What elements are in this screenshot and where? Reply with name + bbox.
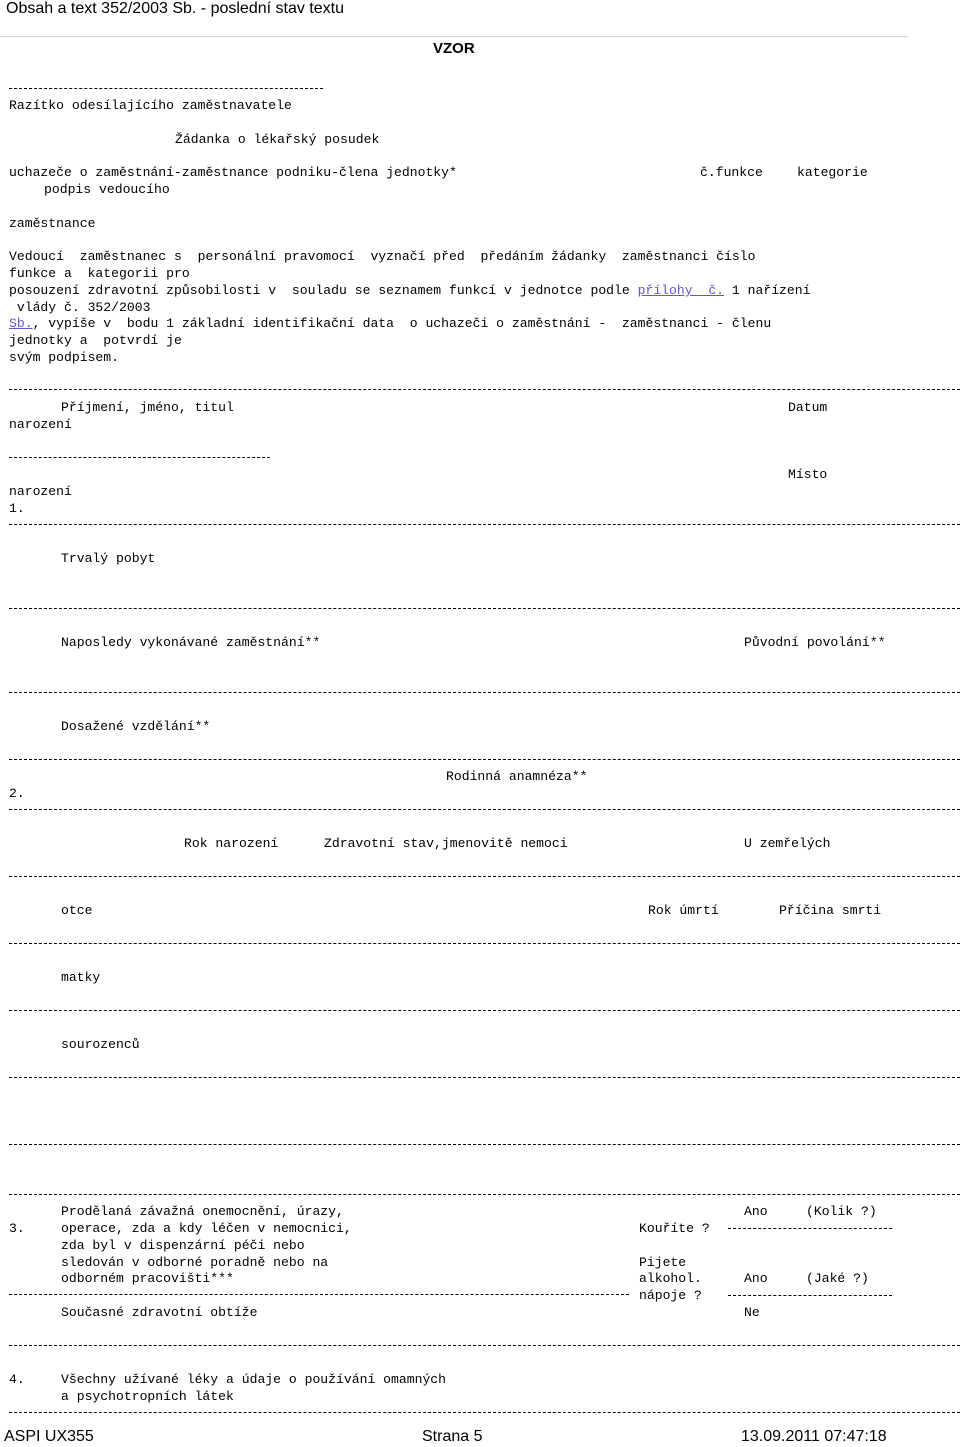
birth-date-label-2: narození bbox=[9, 417, 72, 432]
divider bbox=[9, 524, 960, 525]
alcohol-question-line-1: Pijete bbox=[639, 1255, 687, 1270]
name-line bbox=[9, 457, 270, 458]
section-number-3: 3. bbox=[9, 1221, 25, 1236]
birth-date-label: Datum bbox=[788, 400, 828, 415]
divider bbox=[9, 389, 960, 390]
section-number-4: 4. bbox=[9, 1372, 25, 1387]
which-label: (Jaké ?) bbox=[806, 1271, 869, 1286]
instructions-line: Vedoucí zaměstnanec s personální pravomocí vyznačí před předáním žádanky zaměstnanci číslo bbox=[9, 249, 756, 264]
instructions-line bbox=[9, 283, 810, 299]
instructions-line: vlády č. 352/2003 bbox=[9, 300, 151, 315]
instructions-line: svým podpisem. bbox=[9, 350, 120, 365]
head-signature-label: podpis vedoucího bbox=[44, 182, 170, 197]
father-row-label: otce bbox=[61, 903, 93, 918]
alcohol-question-line-3: nápoje ? bbox=[639, 1288, 702, 1303]
alcohol-yes-label: Ano bbox=[744, 1271, 768, 1286]
medication-label-2: a psychotropních látek bbox=[61, 1389, 234, 1404]
original-profession-label: Původní povolání** bbox=[744, 635, 886, 650]
illness-history-line: odborném pracovišti*** bbox=[61, 1271, 234, 1286]
applicant-line: uchazeče o zaměstnání-zaměstnance podniku-člena jednotky* bbox=[9, 165, 457, 180]
medication-label: Všechny užívané léky a údaje o používání omamných bbox=[61, 1372, 447, 1387]
instructions-line bbox=[9, 316, 771, 332]
death-cause-header: Příčina smrti bbox=[779, 903, 882, 918]
section-number-1: 1. bbox=[9, 501, 25, 516]
divider bbox=[9, 943, 960, 944]
instructions-text: 1 nařízení bbox=[724, 283, 811, 298]
divider bbox=[9, 876, 960, 877]
name-label: Příjmení, jméno, titul bbox=[61, 400, 234, 415]
birth-year-header: Rok narození bbox=[184, 836, 279, 851]
divider bbox=[9, 1345, 960, 1346]
divider bbox=[9, 608, 960, 609]
footer-source: ASPI UX355 bbox=[4, 1428, 94, 1445]
divider bbox=[9, 1294, 629, 1295]
how-many-label: (Kolik ?) bbox=[806, 1204, 877, 1219]
smoke-yes-label: Ano bbox=[744, 1204, 768, 1219]
deceased-header: U zemřelých bbox=[744, 836, 831, 851]
footer-timestamp: 13.09.2011 07:47:18 bbox=[741, 1428, 887, 1445]
alcohol-no-label: Ne bbox=[744, 1305, 760, 1320]
divider bbox=[9, 692, 960, 693]
divider bbox=[9, 759, 960, 760]
birth-place-label: Místo bbox=[788, 467, 828, 482]
smoking-answer-line bbox=[728, 1228, 892, 1229]
illness-history-line: operace, zda a kdy léčen v nemocnici, bbox=[61, 1221, 352, 1236]
birth-place-label-2: narození bbox=[9, 484, 72, 499]
divider bbox=[9, 1412, 960, 1413]
divider bbox=[9, 1010, 960, 1011]
alcohol-answer-line bbox=[728, 1295, 892, 1296]
appendix-link[interactable]: přílohy č. bbox=[637, 283, 725, 298]
illness-history-line: Prodělaná závažná onemocnění, úrazy, bbox=[61, 1204, 344, 1219]
category-label: kategorie bbox=[797, 165, 868, 180]
alcohol-question-line-2: alkohol. bbox=[639, 1271, 702, 1286]
instructions-text: posouzení zdravotní způsobilosti v souladu se seznamem funkcí v jednotce podle bbox=[9, 283, 630, 298]
mother-row-label: matky bbox=[61, 970, 101, 985]
request-title: Žádanka o lékařský posudek bbox=[175, 132, 380, 147]
current-problems-label: Současné zdravotní obtíže bbox=[61, 1305, 258, 1320]
employee-label: zaměstnance bbox=[9, 216, 96, 231]
collection-link[interactable]: Sb. bbox=[9, 316, 33, 331]
divider bbox=[9, 1144, 960, 1145]
smoking-question: Kouříte ? bbox=[639, 1221, 710, 1236]
illness-history-line: zda byl v dispenzární péči nebo bbox=[61, 1238, 305, 1253]
education-label: Dosažené vzdělání** bbox=[61, 719, 211, 734]
instructions-line: funkce a kategorii pro bbox=[9, 266, 190, 281]
stamp-label: Razítko odesílajícího zaměstnavatele bbox=[9, 98, 292, 113]
last-job-label: Naposledy vykonávané zaměstnání** bbox=[61, 635, 321, 650]
footer-page: Strana 5 bbox=[422, 1428, 483, 1445]
vzor-heading: VZOR bbox=[433, 40, 475, 57]
function-number-label: č.funkce bbox=[700, 165, 763, 180]
stamp-line bbox=[9, 88, 323, 89]
section-number-2: 2. bbox=[9, 786, 25, 801]
divider bbox=[9, 1194, 960, 1195]
death-year-header: Rok úmrtí bbox=[648, 903, 719, 918]
family-history-title: Rodinná anamnéza** bbox=[446, 769, 588, 784]
divider bbox=[9, 809, 960, 810]
instructions-text: , vypíše v bodu 1 základní identifikační data o uchazeči o zaměstnání - zaměstnanci - členu bbox=[32, 316, 772, 331]
illness-history-line: sledován v odborné poradně nebo na bbox=[61, 1255, 329, 1270]
health-status-header: Zdravotní stav,jmenovitě nemoci bbox=[324, 836, 568, 851]
instructions-line: jednotky a potvrdí je bbox=[9, 333, 182, 348]
divider bbox=[9, 1077, 960, 1078]
document-title: Obsah a text 352/2003 Sb. - poslední stav textu bbox=[6, 0, 344, 17]
residence-label: Trvalý pobyt bbox=[61, 551, 156, 566]
siblings-row-label: sourozenců bbox=[61, 1037, 140, 1052]
header-divider bbox=[0, 36, 908, 37]
